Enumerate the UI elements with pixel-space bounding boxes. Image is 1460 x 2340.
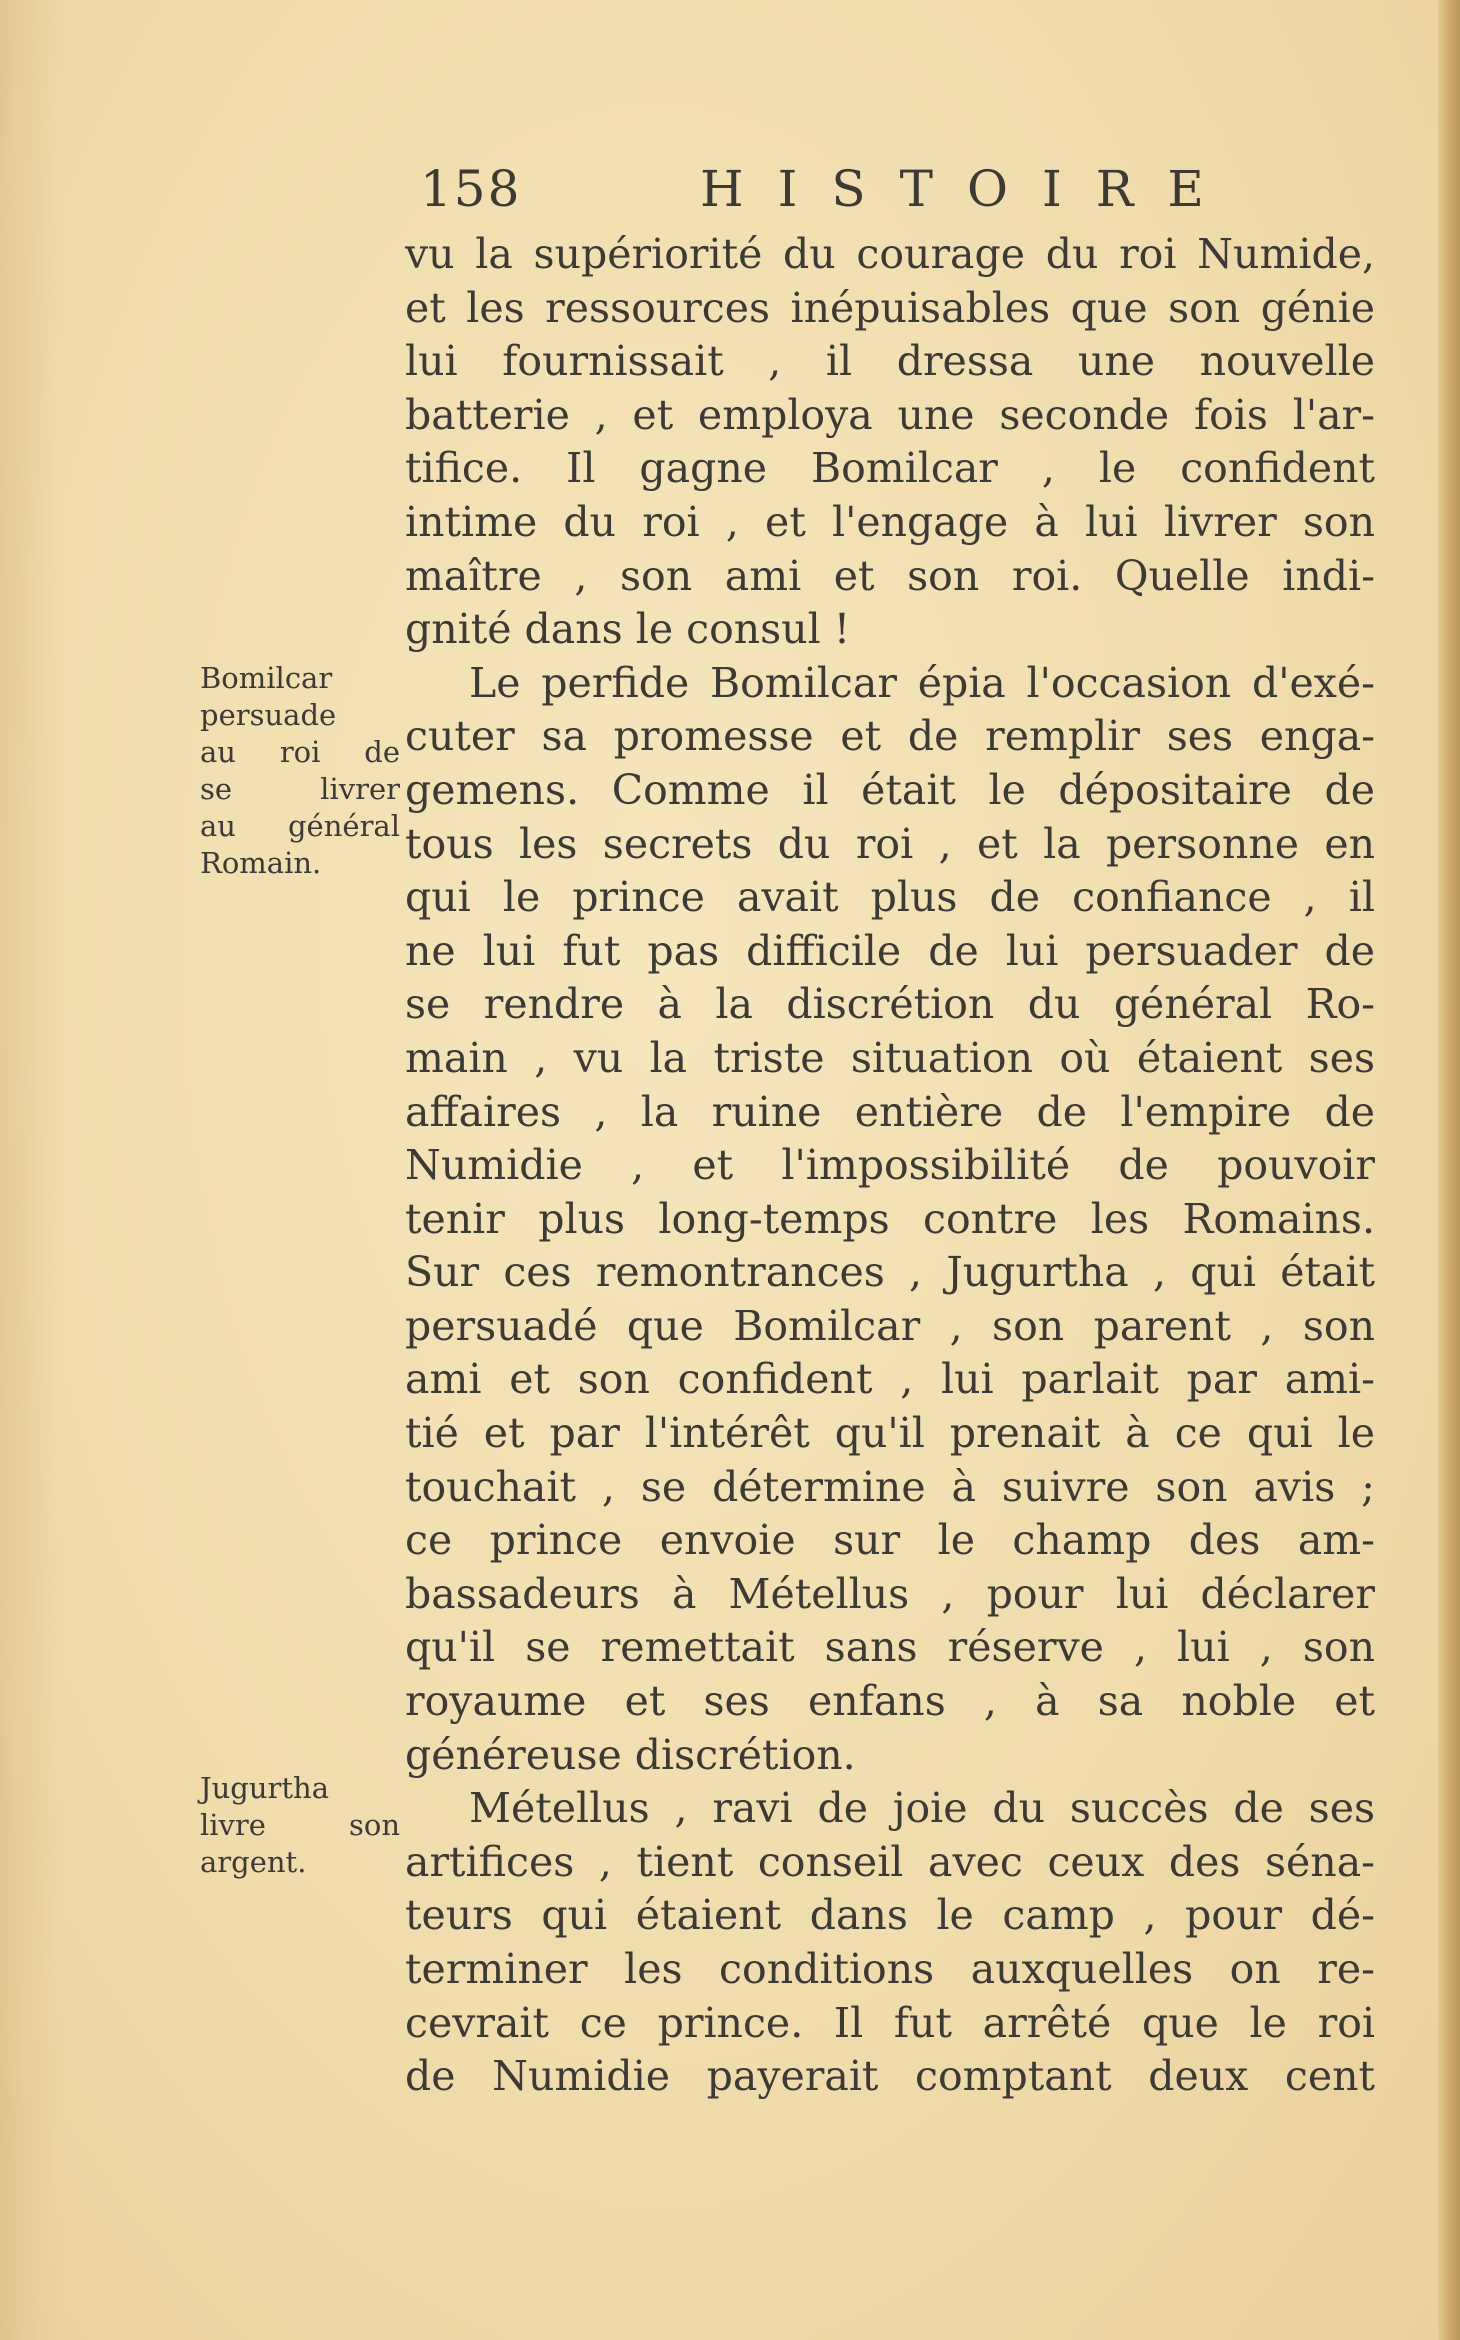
text-line: tous les secrets du roi , et la personne en: [405, 819, 1375, 868]
marginal-note-bomilcar: [200, 660, 400, 882]
text-line: terminer les conditions auxquelles on re-: [405, 1945, 1375, 1993]
running-title: HISTOIRE: [700, 160, 1238, 218]
text-line: tenir plus long-temps contre les Romains.: [405, 1194, 1375, 1243]
marginal-note-line: argent.: [200, 1845, 307, 1879]
text-line: batterie , et employa une seconde fois l'ar-: [405, 390, 1375, 439]
text-line: affaires , la ruine entière de l'empire de: [405, 1087, 1375, 1136]
page-gutter-shade: [0, 0, 60, 2340]
marginal-note-line: au général: [200, 809, 400, 843]
text-line: tifice. Il gagne Bomilcar , le confident: [405, 444, 1375, 493]
text-line: royaume et ses enfans , à sa noble et: [405, 1677, 1375, 1726]
text-line: tié et par l'intérêt qu'il prenait à ce qui le: [405, 1409, 1375, 1458]
text-line: artifices , tient conseil avec ceux des séna-: [405, 1837, 1375, 1886]
text-line: intime du roi , et l'engage à lui livrer son: [405, 497, 1375, 546]
text-line: qui le prince avait plus de confiance , il: [405, 873, 1375, 922]
text-line: lui fournissait , il dressa une nouvelle: [405, 337, 1375, 386]
marginal-note-jugurtha: [200, 1770, 400, 1881]
page-header: [420, 160, 1420, 220]
text-line: persuadé que Bomilcar , son parent , son: [405, 1301, 1375, 1350]
text-line: Métellus , ravi de joie du succès de ses: [469, 1784, 1375, 1833]
text-line: de Numidie payerait comptant deux cent: [405, 2052, 1375, 2101]
text-line: qu'il se remettait sans réserve , lui , son: [405, 1623, 1375, 1672]
text-line: maître , son ami et son roi. Quelle indi-: [405, 551, 1375, 600]
text-line: bassadeurs à Métellus , pour lui déclarer: [405, 1569, 1375, 1618]
text-line: gemens. Comme il était le dépositaire de: [405, 765, 1375, 814]
text-line: généreuse discrétion.: [405, 1730, 856, 1779]
marginal-note-line: se livrer: [200, 772, 400, 806]
page-edge: [1438, 0, 1460, 2340]
text-line: et les ressources inépuisables que son génie: [405, 283, 1375, 332]
text-line: cuter sa promesse et de remplir ses enga-: [405, 712, 1375, 761]
text-line: cevrait ce prince. Il fut arrêté que le roi: [405, 1998, 1375, 2047]
text-line: Le perfide Bomilcar épia l'occasion d'exé-: [469, 658, 1375, 707]
text-line: se rendre à la discrétion du général Ro-: [405, 980, 1375, 1029]
text-line: gnité dans le consul !: [405, 605, 851, 654]
text-line: ce prince envoie sur le champ des am-: [405, 1516, 1375, 1565]
page-number: 158: [420, 160, 522, 218]
text-line: ne lui fut pas difficile de lui persuader de: [405, 926, 1375, 975]
text-line: touchait , se détermine à suivre son avis ;: [405, 1462, 1375, 1511]
text-line: Numidie , et l'impossibilité de pouvoir: [405, 1141, 1375, 1190]
text-line: vu la supériorité du courage du roi Numide,: [405, 230, 1375, 278]
marginal-note-line: Jugurtha: [200, 1771, 330, 1805]
marginal-note-line: Romain.: [200, 846, 322, 880]
text-line: Sur ces remontrances , Jugurtha , qui était: [405, 1248, 1375, 1297]
marginal-note-line: persuade: [200, 698, 337, 732]
text-line: teurs qui étaient dans le camp , pour dé-: [405, 1891, 1375, 1940]
body-text: [405, 228, 1375, 2104]
marginal-note-line: au roi de: [200, 735, 400, 769]
marginal-note-line: livre son: [200, 1808, 400, 1842]
text-line: main , vu la triste situation où étaient ses: [405, 1033, 1375, 1082]
marginal-note-line: Bomilcar: [200, 661, 333, 695]
text-line: ami et son confident , lui parlait par ami-: [405, 1355, 1375, 1404]
